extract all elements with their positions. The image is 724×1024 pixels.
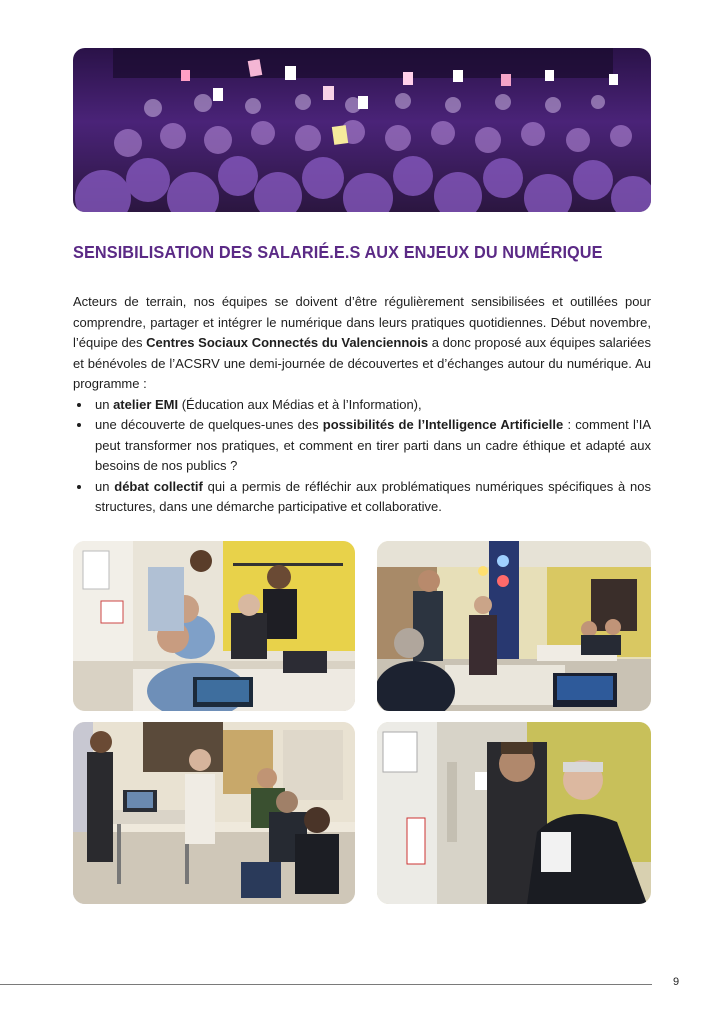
presentation-room-photo [377, 541, 651, 711]
bullet-text: qui a permis de réfléchir aux problématiques numériques spécifiques à nos structures, dans une démarche participative et collaborative. [95, 478, 651, 514]
section-title: SENSIBILISATION DES SALARIÉ.E.S AUX ENJEUX DU NUMÉRIQUE [73, 242, 603, 262]
audience-voting-photo [73, 48, 651, 212]
list-item [92, 395, 651, 416]
bullet-emphasis: débat collectif [114, 478, 203, 494]
list-item [92, 415, 651, 477]
list-item [92, 477, 651, 518]
bullet-emphasis: possibilités de l’Intelligence Artificielle [322, 417, 564, 432]
workshop-laptops-photo [73, 541, 355, 711]
intro-emphasis: Centres Sociaux Connectés du Valenciennois [146, 335, 429, 350]
program-list [73, 395, 651, 518]
bullet-text: une découverte de quelques-unes des [95, 417, 323, 432]
intro-paragraph [73, 292, 651, 395]
bullet-text: (Éducation aux Médias et à l’Information), [178, 396, 422, 412]
intro-text-1: Acteurs de terrain, nos équipes se doivent d’être régulièrement sensibilisées et outillées pour comprendre, partager et intégrer le numérique dans leurs pratiques quotidiennes. Début novembre, l’équipe des [73, 294, 651, 350]
intro-text-2: a donc proposé aux équipes salariées et bénévoles de l’ACSRV une demi-journée de découvertes et d’échanges autour du numérique. Au programme : [73, 335, 651, 391]
article-body [73, 292, 651, 518]
bullet-emphasis: atelier EMI [113, 396, 179, 412]
group-discussion-photo [73, 722, 355, 904]
bullet-text: un [95, 478, 115, 494]
footer-divider [0, 984, 652, 985]
bullet-text: : comment l’IA peut transformer nos pratiques, et comment en tirer parti dans un cadre éthique et adapté aux besoins de nos publics ? [95, 417, 652, 473]
page-number: 9 [673, 976, 680, 988]
bullet-text: un [95, 396, 114, 412]
conversation-photo [377, 722, 651, 904]
